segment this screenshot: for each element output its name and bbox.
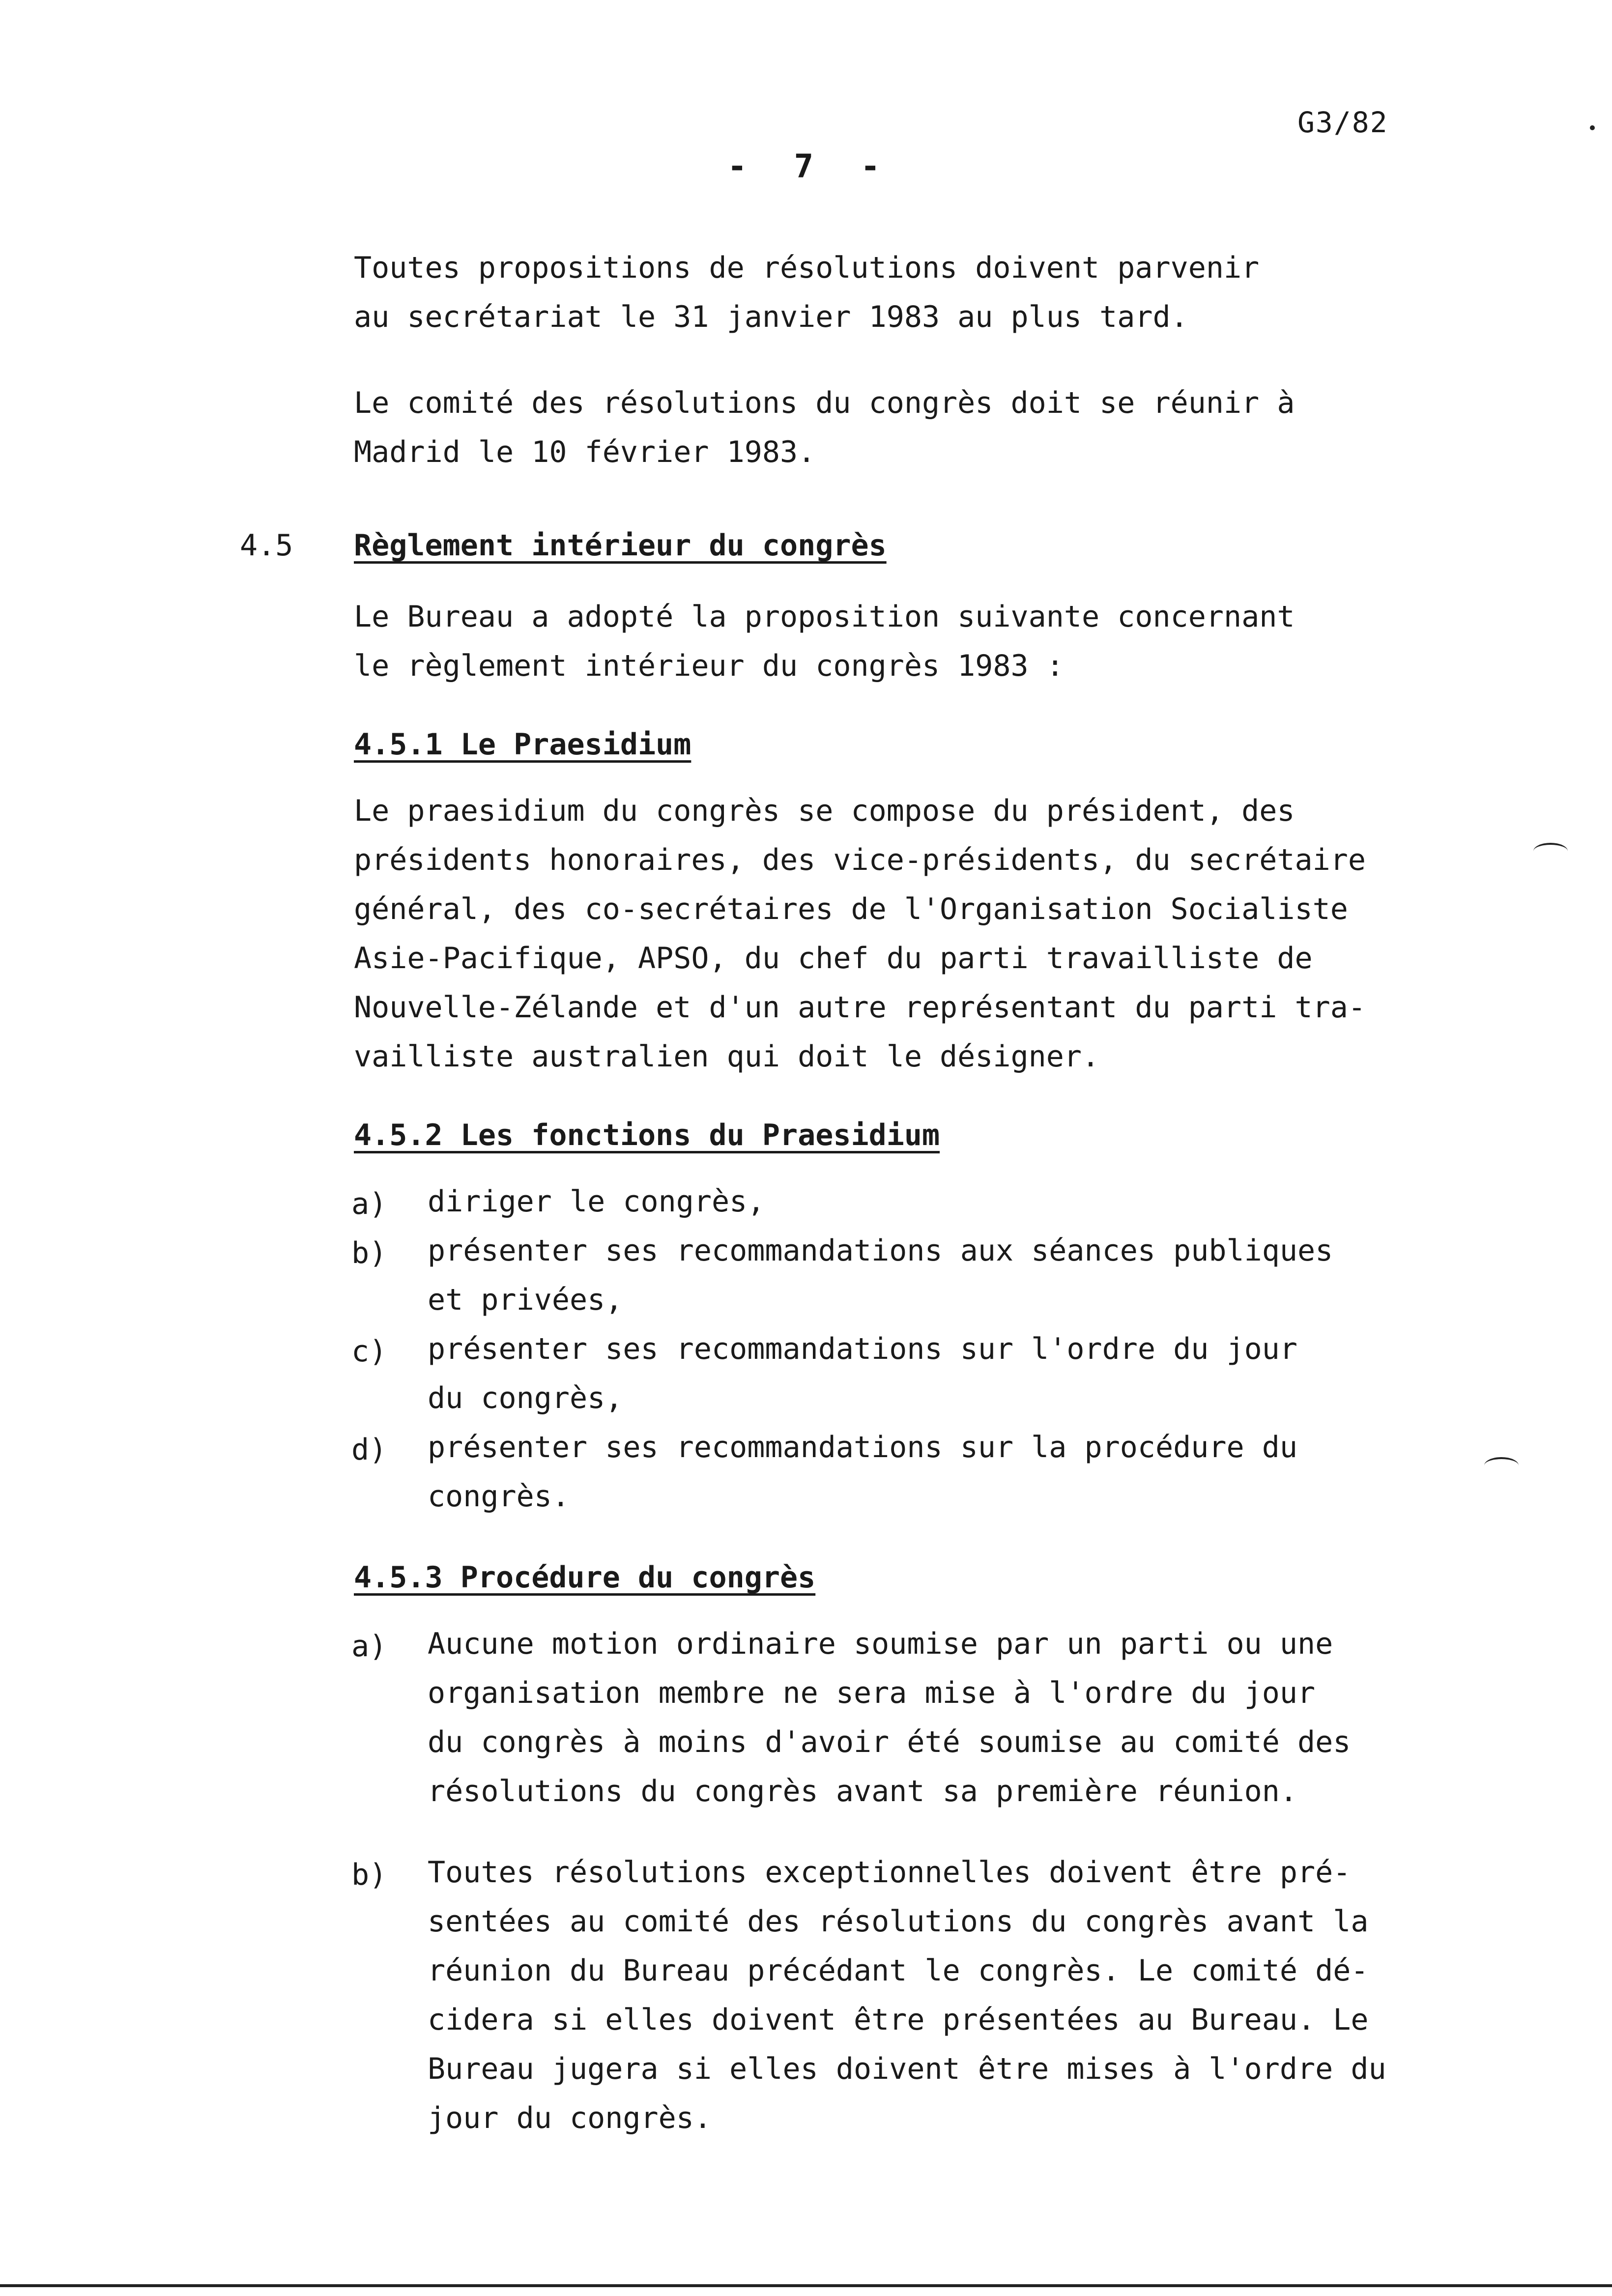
document-code: G3/82 [1297,106,1388,139]
scan-speck [1590,125,1595,130]
punch-hole-mark [1533,843,1568,860]
section-intro [354,592,1295,690]
praesidium-paragraph [354,786,1366,1081]
subsection-title-4-5-3: 4.5.3 Procédure du congrès [354,1560,816,1595]
list-item-letter: a) [351,1629,387,1664]
text-line: Asie-Pacifique, APSO, du chef du parti travailliste de [354,941,1313,976]
text-line: Madrid le 10 février 1983. [354,435,816,469]
section-title: Règlement intérieur du congrès [354,528,887,563]
page-number: - 7 - [727,147,894,185]
text-line: Aucune motion ordinaire soumise par un parti ou une [428,1627,1333,1661]
text-line: du congrès, [428,1381,623,1415]
section-number: 4.5 [240,528,293,563]
text-line: Toutes propositions de résolutions doivent parvenir [354,251,1260,285]
subsection-title-4-5-1: 4.5.1 Le Praesidium [354,727,691,762]
text-line: vailliste australien qui doit le désigner. [354,1039,1100,1074]
text-line: résolutions du congrès avant sa première réunion. [428,1774,1298,1808]
text-line: Le comité des résolutions du congrès doit se réunir à [354,386,1295,420]
text-line: cidera si elles doivent être présentées au Bureau. Le [428,2003,1369,2037]
text-line: du congrès à moins d'avoir été soumise au comité des [428,1725,1351,1759]
list-item-letter: c) [351,1334,387,1369]
text-line: présenter ses recommandations aux séances publiques [428,1234,1333,1268]
text-line: général, des co-secrétaires de l'Organisation Socialiste [354,892,1348,926]
list-item-text [428,1423,1297,1521]
punch-hole-mark [1484,1457,1519,1474]
text-line: jour du congrès. [428,2101,712,2135]
text-line: Le Bureau a adopté la proposition suivante concernant [354,600,1295,634]
text-line: organisation membre ne sera mise à l'ordre du jour [428,1676,1316,1710]
text-line: sentées au comité des résolutions du congrès avant la [428,1904,1369,1939]
text-line: Toutes résolutions exceptionnelles doivent être pré- [428,1855,1351,1890]
intro-paragraph-1 [354,243,1259,342]
text-line: congrès. [428,1479,570,1514]
text-line: le règlement intérieur du congrès 1983 : [354,649,1064,683]
list-item-text [428,1619,1351,1816]
list-item-text [428,1324,1297,1423]
list-item-text [428,1177,765,1226]
list-item-text [428,1848,1386,2143]
text-line: Bureau jugera si elles doivent être mises à l'ordre du [428,2052,1386,2086]
text-line: Nouvelle-Zélande et d'un autre représentant du parti tra- [354,990,1366,1025]
list-item-letter: d) [351,1433,387,1467]
intro-paragraph-2 [354,378,1295,477]
text-line: présenter ses recommandations sur la procédure du [428,1430,1298,1464]
list-item-text [428,1226,1333,1324]
list-item-letter: a) [351,1187,387,1221]
text-line: réunion du Bureau précédant le congrès. Le comité dé- [428,1953,1369,1988]
list-item-letter: b) [351,1858,387,1892]
list-item-letter: b) [351,1236,387,1270]
subsection-title-4-5-2: 4.5.2 Les fonctions du Praesidium [354,1118,940,1152]
text-line: présidents honoraires, des vice-présidents, du secrétaire [354,843,1366,877]
text-line: au secrétariat le 31 janvier 1983 au plus tard. [354,300,1188,334]
page-bottom-edge [0,2284,1612,2287]
text-line: présenter ses recommandations sur l'ordre du jour [428,1332,1298,1366]
text-line: Le praesidium du congrès se compose du président, des [354,794,1295,828]
text-line: diriger le congrès, [428,1184,765,1219]
text-line: et privées, [428,1283,623,1317]
